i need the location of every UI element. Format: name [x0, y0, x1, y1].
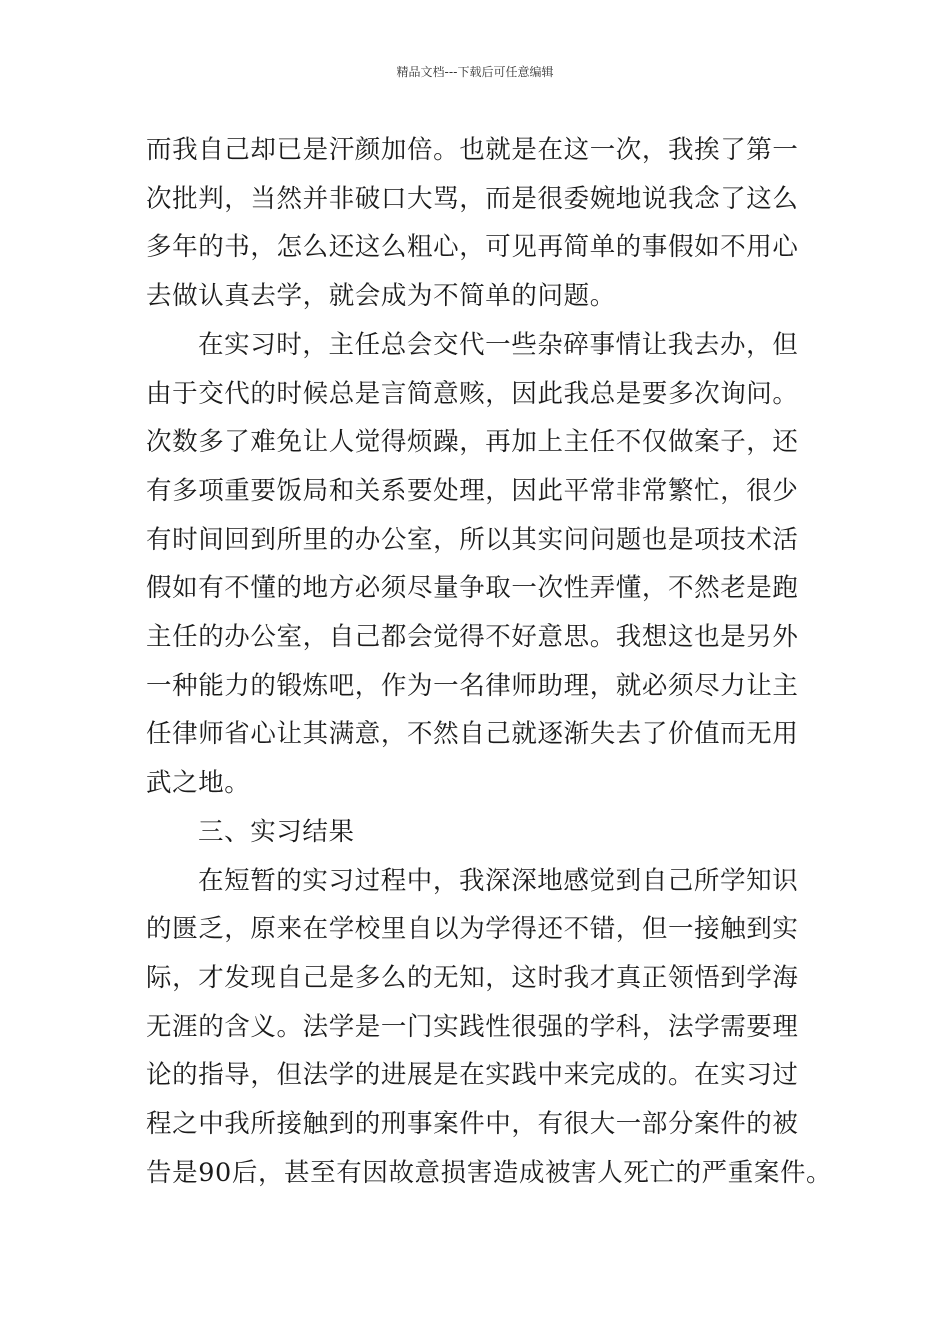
paragraph-line: 无涯的含义。法学是一门实践性很强的学科，法学需要理: [146, 1011, 799, 1042]
paragraph-line: 主任的办公室，自己都会觉得不好意思。我想这也是另外: [146, 622, 799, 653]
paragraph-line: 告是90后，甚至有因故意损害造成被害人死亡的严重案件。: [146, 1157, 833, 1188]
paragraph-line: 由于交代的时候总是言简意赅，因此我总是要多次询问。: [146, 378, 799, 409]
paragraph-line: 多年的书，怎么还这么粗心，可见再简单的事假如不用心: [146, 232, 799, 263]
paragraph-line: 假如有不懂的地方必须尽量争取一次性弄懂，不然老是跑: [146, 573, 799, 604]
paragraph-line: 际，才发现自己是多么的无知，这时我才真正领悟到学海: [146, 962, 799, 993]
paragraph-line: 次批判，当然并非破口大骂，而是很委婉地说我念了这么: [146, 183, 799, 214]
paragraph-line: 程之中我所接触到的刑事案件中，有很大一部分案件的被: [146, 1109, 799, 1140]
document-body: [146, 126, 833, 1197]
paragraph-line: 一种能力的锻炼吧，作为一名律师助理，就必须尽力让主: [146, 670, 799, 701]
paragraph-line: 有多项重要饭局和关系要处理，因此平常非常繁忙，很少: [146, 475, 799, 506]
paragraph-line: 武之地。: [146, 768, 251, 799]
paragraph-line: 有时间回到所里的办公室，所以其实问问题也是项技术活: [146, 524, 799, 555]
paragraph-line: 论的指导，但法学的进展是在实践中来完成的。在实习过: [146, 1060, 799, 1091]
paragraph-line: 在实习时，主任总会交代一些杂碎事情让我去办，但: [198, 329, 799, 360]
paragraph-line: 而我自己却已是汗颜加倍。也就是在这一次，我挨了第一: [146, 135, 799, 165]
paragraph-line: 去做认真去学，就会成为不简单的问题。: [146, 281, 616, 312]
paragraph-line: 的匮乏，原来在学校里自以为学得还不错，但一接触到实: [146, 914, 799, 945]
paragraph-line: 次数多了难免让人觉得烦躁，再加上主任不仅做案子，还: [146, 427, 799, 458]
paragraph-line: 在短暂的实习过程中，我深深地感觉到自己所学知识: [198, 865, 799, 896]
paragraph-line: 任律师省心让其满意，不然自己就逐渐失去了价值而无用: [146, 719, 799, 750]
section-heading: 三、实习结果: [198, 816, 355, 847]
page-header: 精品文档---下载后可任意编辑: [396, 65, 554, 79]
